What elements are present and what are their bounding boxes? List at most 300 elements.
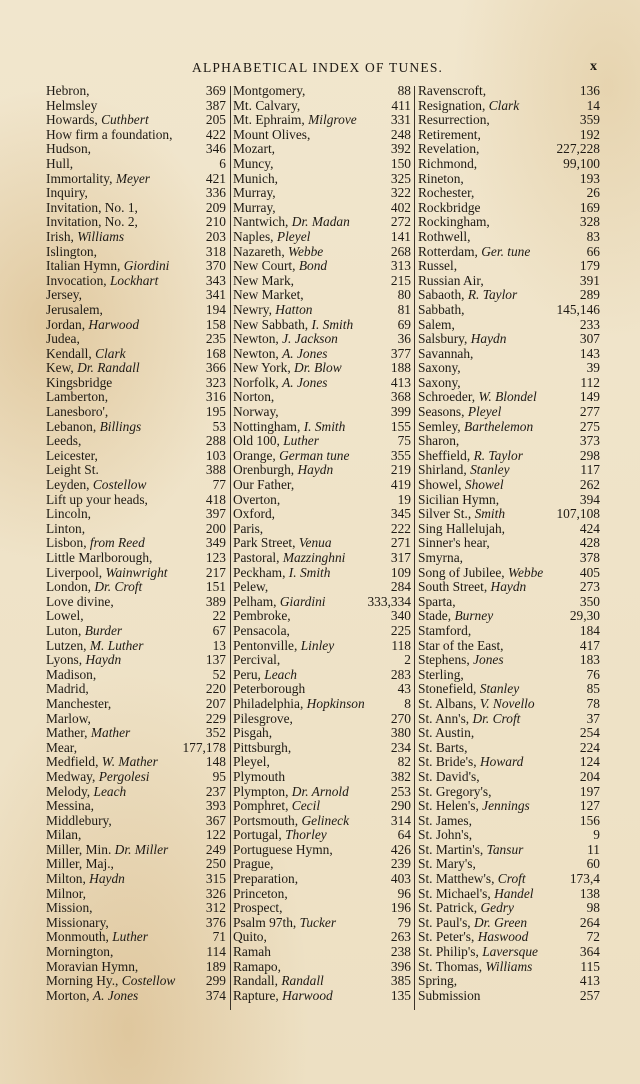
tune-title: Prague, [233, 856, 274, 872]
tune-name [418, 930, 528, 945]
tune-title: St. Albans, [418, 695, 477, 711]
index-entry [233, 697, 411, 712]
tune-name [233, 930, 267, 945]
tune-title: Sparta, [418, 593, 456, 609]
index-entry [418, 770, 600, 785]
hymn-number: 426 [390, 841, 411, 857]
tune-title: Milan, [46, 827, 82, 843]
tune-name [418, 799, 530, 814]
hymn-number: 11 [587, 841, 600, 857]
tune-title: Oxford, [233, 506, 276, 522]
tune-name [46, 186, 88, 201]
tune-title: Moravian Hymn, [46, 958, 139, 974]
hymn-number: 378 [579, 550, 600, 565]
index-entry [46, 653, 226, 668]
tune-title: Semley, [418, 418, 461, 434]
composer-name: Pergolesi [98, 768, 150, 784]
tune-title: Resignation, [418, 97, 486, 113]
tune-name [418, 405, 501, 420]
tune-name [418, 828, 472, 843]
tune-name [418, 230, 470, 245]
tune-title: Sing Hallelujah, [418, 520, 506, 536]
tune-name [46, 463, 99, 478]
tune-title: St. James, [418, 812, 472, 828]
tune-name [46, 376, 112, 391]
tune-title: Rothwell, [418, 228, 471, 244]
tune-title: Melody, [46, 783, 91, 799]
index-entry [418, 215, 600, 230]
index-entry [233, 405, 411, 420]
tune-name [46, 682, 89, 697]
hymn-number: 149 [579, 389, 600, 405]
tune-title: Hebron, [46, 83, 90, 98]
tune-name [46, 580, 142, 595]
tune-name [233, 697, 365, 712]
tune-name [233, 463, 333, 478]
hymn-number: 328 [579, 214, 600, 230]
tune-title: Love divine, [46, 593, 114, 609]
index-column-3 [418, 84, 600, 1014]
index-entry [418, 609, 600, 624]
tune-name [46, 595, 114, 610]
composer-name: Leach [93, 783, 127, 799]
tune-name [46, 259, 169, 274]
hymn-number: 79 [397, 914, 411, 930]
index-entry [46, 887, 226, 902]
tune-name [418, 449, 523, 464]
hymn-number: 290 [390, 798, 411, 814]
tune-title: Leight St. [46, 462, 99, 478]
composer-name: R. Taylor [467, 287, 518, 303]
tune-name [233, 245, 323, 260]
tune-title: Lincoln, [46, 506, 91, 522]
tune-name [46, 493, 148, 508]
tune-name [418, 157, 477, 172]
index-entry [233, 960, 411, 975]
composer-name: Haydn [297, 462, 334, 478]
tune-name [233, 113, 357, 128]
index-entry [233, 274, 411, 289]
tune-name [418, 507, 505, 522]
hymn-number: 264 [579, 914, 600, 930]
index-entry [233, 186, 411, 201]
index-entry [418, 945, 600, 960]
tune-title: Leeds, [46, 433, 82, 449]
hymn-number: 277 [579, 404, 600, 420]
index-entry [418, 828, 600, 843]
tune-title: Messina, [46, 798, 94, 814]
index-entry [233, 682, 411, 697]
hymn-number: 340 [390, 608, 411, 624]
hymn-number: 127 [579, 798, 600, 814]
hymn-number: 137 [205, 652, 226, 668]
tune-title: Invocation, [46, 272, 107, 288]
hymn-number: 323 [205, 374, 226, 390]
hymn-number: 270 [390, 710, 411, 726]
tune-name [233, 682, 305, 697]
index-entry [46, 857, 226, 872]
tune-title: Mornington, [46, 944, 114, 960]
tune-name [233, 361, 342, 376]
tune-name [418, 974, 457, 989]
tune-name [418, 478, 504, 493]
composer-name: M. Luther [89, 637, 144, 653]
index-entry [418, 595, 600, 610]
hymn-number: 367 [205, 812, 226, 828]
index-entry [46, 595, 226, 610]
tune-title: Italian Hymn, [46, 258, 121, 274]
tune-name [233, 726, 272, 741]
tune-title: Mission, [46, 900, 93, 916]
tune-name [418, 726, 474, 741]
tune-title: Psalm 97th, [233, 914, 297, 930]
tune-title: Norway, [233, 404, 279, 420]
hymn-number: 124 [579, 754, 600, 770]
index-entry [46, 201, 226, 216]
hymn-number: 13 [212, 637, 226, 653]
index-entry [233, 595, 411, 610]
index-entry [233, 288, 411, 303]
index-entry [46, 288, 226, 303]
composer-name: Clark [488, 97, 520, 113]
index-entry [418, 478, 600, 493]
tune-title: South Street, [418, 579, 488, 595]
tune-name [46, 799, 94, 814]
tune-name [46, 347, 126, 362]
tune-name [46, 536, 145, 551]
hymn-number: 227,228 [556, 141, 600, 157]
tune-title: Sterling, [418, 666, 464, 682]
tune-name [418, 857, 476, 872]
index-entry [418, 142, 600, 157]
tune-name [418, 960, 532, 975]
index-entry [46, 639, 226, 654]
tune-title: Plymouth [233, 768, 286, 784]
tune-name [46, 624, 122, 639]
hymn-number: 364 [579, 944, 600, 960]
composer-name: Luther [283, 433, 319, 449]
hymn-number: 380 [390, 725, 411, 741]
hymn-number: 205 [205, 112, 226, 128]
tune-title: Stade, [418, 608, 452, 624]
hymn-number: 196 [390, 900, 411, 916]
composer-name: Haswood [477, 929, 529, 945]
hymn-number: 103 [205, 447, 226, 463]
tune-title: St. Austin, [418, 725, 475, 741]
tune-title: Seasons, [418, 404, 465, 420]
hymn-number: 283 [390, 666, 411, 682]
tune-name [418, 814, 472, 829]
hymn-number: 155 [390, 418, 411, 434]
index-entry [418, 682, 600, 697]
index-entry [233, 668, 411, 683]
tune-title: Islington, [46, 243, 97, 259]
hymn-number: 288 [205, 433, 226, 449]
hymn-number: 388 [205, 462, 226, 478]
composer-name: Costellow [121, 973, 176, 989]
tune-name [46, 230, 124, 245]
tune-name [233, 288, 304, 303]
tune-name [233, 843, 333, 858]
index-entry [46, 974, 226, 989]
hymn-number: 366 [205, 360, 226, 376]
tune-name [46, 157, 73, 172]
composer-name: Dr. Croft [94, 579, 143, 595]
composer-name: Mazzinghni [282, 550, 346, 565]
tune-title: Stamford, [418, 622, 472, 638]
hymn-number: 203 [205, 228, 226, 244]
composer-name: A. Jones [282, 345, 328, 361]
tune-name [46, 332, 80, 347]
composer-name: Showel [464, 477, 504, 493]
tune-title: Pisgah, [233, 725, 273, 741]
index-entry [46, 770, 226, 785]
tune-name [418, 288, 517, 303]
tune-title: Lanesboro', [46, 404, 109, 420]
index-entry [233, 128, 411, 143]
index-entry [233, 624, 411, 639]
tune-name [233, 84, 305, 99]
tune-name [46, 755, 158, 770]
index-entry [46, 566, 226, 581]
tune-title: Stephens, [418, 652, 470, 668]
composer-name: Lockhart [109, 272, 159, 288]
hymn-number: 392 [390, 141, 411, 157]
index-entry [46, 580, 226, 595]
composer-name: A. Jones [92, 987, 139, 1003]
tune-title: Lyons, [46, 652, 83, 668]
index-entry [46, 84, 226, 99]
composer-name: Milgrove [308, 112, 357, 128]
hymn-number: 95 [212, 768, 226, 784]
tune-title: Luton, [46, 622, 82, 638]
tune-name [233, 318, 353, 333]
tune-title: Rineton, [418, 170, 464, 186]
hymn-number: 355 [390, 447, 411, 463]
tune-title: Nazareth, [233, 243, 285, 259]
hymn-number: 188 [390, 360, 411, 376]
index-entry [233, 639, 411, 654]
hymn-number: 235 [205, 331, 226, 347]
hymn-number: 177,178 [182, 739, 226, 755]
composer-name: Dr. Randall [77, 360, 140, 376]
tune-name [233, 945, 271, 960]
hymn-number: 192 [579, 126, 600, 142]
hymn-number: 158 [205, 316, 226, 332]
tune-name [46, 726, 130, 741]
index-entry [418, 347, 600, 362]
composer-name: Wainwright [105, 564, 168, 580]
index-entry [418, 507, 600, 522]
tune-title: Submission [418, 987, 481, 1003]
tune-title: Leicester, [46, 447, 98, 463]
index-entry [46, 405, 226, 420]
tune-title: Song of Jubilee, [418, 564, 505, 580]
hymn-number: 22 [212, 608, 226, 624]
tune-name [233, 639, 334, 654]
tune-title: Jerusalem, [46, 301, 103, 317]
tune-title: Pastoral, [233, 550, 280, 565]
index-entry [418, 668, 600, 683]
hymn-number: 78 [586, 695, 600, 711]
tune-title: Lutzen, [46, 637, 87, 653]
composer-name: W. Blondel [478, 389, 537, 405]
index-entry [46, 113, 226, 128]
tune-name [418, 274, 484, 289]
tune-title: Norfolk, [233, 374, 279, 390]
tune-title: Morton, [46, 987, 90, 1003]
hymn-number: 352 [205, 725, 226, 741]
index-entry [233, 799, 411, 814]
tune-name [233, 566, 330, 581]
hymn-number: 69 [397, 316, 411, 332]
tune-name [46, 872, 125, 887]
tune-title: Judea, [46, 331, 80, 347]
composer-name: Tansur [486, 841, 524, 857]
tune-name [418, 989, 481, 1004]
tune-title: Silver St., [418, 506, 472, 522]
tune-name [418, 712, 520, 727]
composer-name: Webbe [288, 243, 324, 259]
composer-name: Laversque [482, 944, 538, 960]
index-entry [233, 303, 411, 318]
tune-title: Kew, [46, 360, 74, 376]
tune-name [418, 347, 473, 362]
index-entry [233, 945, 411, 960]
composer-name: Cecil [291, 798, 321, 814]
index-entry [46, 712, 226, 727]
composer-name: Gelineck [301, 812, 350, 828]
page-header [0, 60, 640, 80]
tune-name [46, 887, 86, 902]
tune-title: Morning Hy., [46, 973, 119, 989]
hymn-number: 141 [390, 228, 411, 244]
composer-name: Dr. Croft [472, 710, 521, 726]
index-entry [233, 536, 411, 551]
tune-title: Schroeder, [418, 389, 476, 405]
hymn-number: 169 [579, 199, 600, 215]
index-entry [233, 507, 411, 522]
index-entry [418, 186, 600, 201]
index-entry [46, 989, 226, 1004]
tune-name [233, 405, 279, 420]
hymn-number: 123 [205, 550, 226, 565]
tune-title: Ramah [233, 944, 271, 960]
tune-name [418, 259, 457, 274]
tune-title: Hull, [46, 155, 74, 171]
tune-name [233, 595, 326, 610]
index-entry [418, 872, 600, 887]
hymn-number: 233 [579, 316, 600, 332]
hymn-number: 253 [390, 783, 411, 799]
index-entry [46, 347, 226, 362]
tune-name [418, 770, 480, 785]
index-entry [233, 478, 411, 493]
index-entry [46, 785, 226, 800]
tune-title: Saxony, [418, 360, 461, 376]
index-entry [418, 901, 600, 916]
page-number: x [590, 59, 597, 74]
tune-name [418, 245, 530, 260]
tune-name [46, 318, 139, 333]
hymn-number: 318 [205, 243, 226, 259]
hymn-number: 150 [390, 155, 411, 171]
tune-title: Sharon, [418, 433, 460, 449]
tune-name [46, 639, 143, 654]
tune-name [418, 332, 506, 347]
hymn-number: 200 [205, 520, 226, 536]
tune-name [418, 551, 463, 566]
tune-name [418, 376, 461, 391]
index-entry [233, 989, 411, 1004]
hymn-number: 394 [579, 491, 600, 507]
tune-title: Park Street, [233, 535, 296, 551]
hymn-number: 67 [212, 622, 226, 638]
tune-title: Pomphret, [233, 798, 289, 814]
hymn-number: 156 [579, 812, 600, 828]
index-entry [418, 318, 600, 333]
tune-title: St. Bride's, [418, 754, 477, 770]
index-entry [233, 930, 411, 945]
composer-name: Leach [264, 666, 297, 682]
tune-name [418, 186, 474, 201]
index-entry [418, 989, 600, 1004]
index-entry [418, 712, 600, 727]
tune-name [46, 960, 138, 975]
composer-name: Linley [300, 637, 335, 653]
index-entry [233, 522, 411, 537]
column-divider [230, 86, 231, 1010]
index-entry [46, 449, 226, 464]
tune-name [418, 945, 538, 960]
index-entry [46, 668, 226, 683]
index-entry [418, 259, 600, 274]
hymn-number: 184 [579, 622, 600, 638]
tune-name [46, 215, 138, 230]
index-entry [418, 463, 600, 478]
composer-name: Croft [497, 871, 526, 887]
tune-name [46, 390, 108, 405]
hymn-number: 359 [579, 112, 600, 128]
tune-name [46, 201, 138, 216]
hymn-number: 403 [390, 871, 411, 887]
hymn-number: 419 [390, 477, 411, 493]
hymn-number: 262 [579, 477, 600, 493]
tune-name [46, 974, 175, 989]
tune-title: Murray, [233, 185, 276, 201]
tune-name [46, 245, 97, 260]
index-entry [418, 755, 600, 770]
index-entry [46, 215, 226, 230]
tune-name [233, 741, 291, 756]
tune-name [233, 960, 281, 975]
tune-name [418, 128, 481, 143]
hymn-number: 341 [205, 287, 226, 303]
hymn-number: 411 [391, 97, 411, 113]
tune-title: St. Paul's, [418, 914, 471, 930]
tune-title: Preparation, [233, 871, 299, 887]
index-entry [233, 172, 411, 187]
hymn-number: 168 [205, 345, 226, 361]
hymn-number: 115 [580, 958, 600, 974]
tune-title: Paris, [233, 520, 264, 536]
hymn-number: 60 [586, 856, 600, 872]
hymn-number: 422 [205, 126, 226, 142]
index-entry [46, 960, 226, 975]
tune-title: London, [46, 579, 92, 595]
tune-name [418, 522, 505, 537]
tune-name [233, 580, 268, 595]
